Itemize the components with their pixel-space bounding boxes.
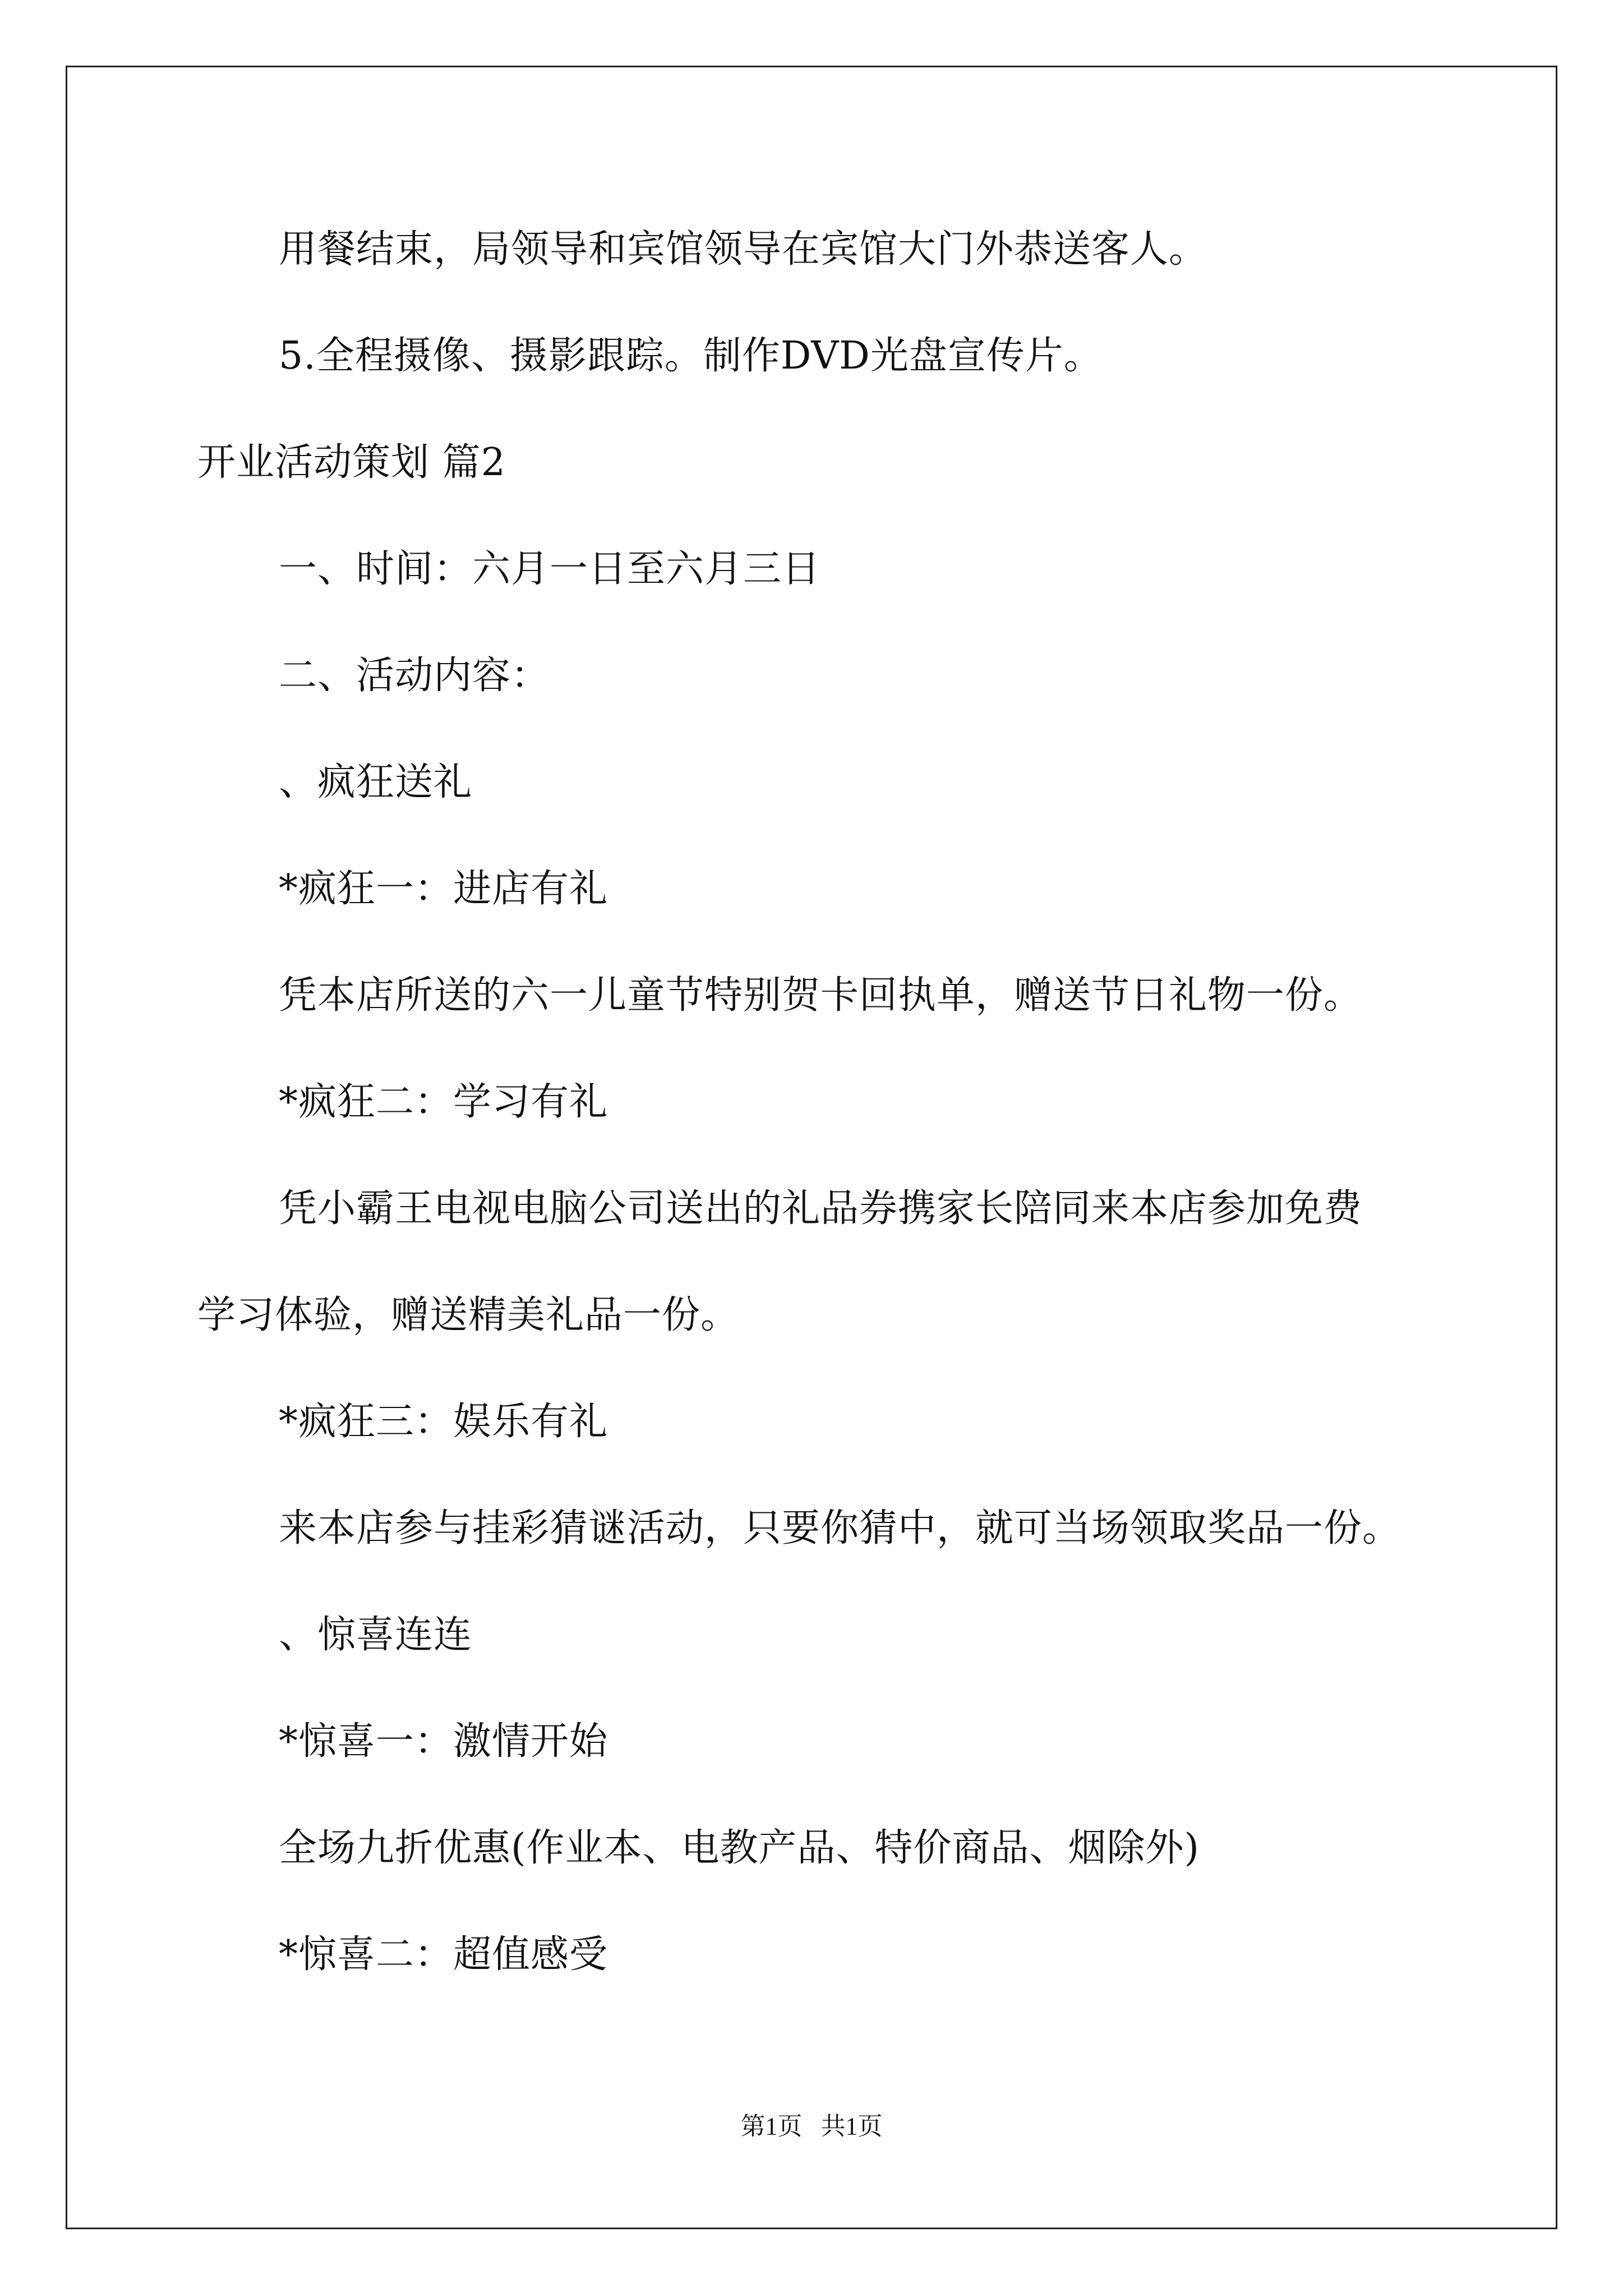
paragraph-line: *惊喜一：激情开始 xyxy=(279,1719,608,1764)
page-footer: 第1页 共1页 xyxy=(740,2113,883,2140)
paragraph-line: 、疯狂送礼 xyxy=(279,760,473,804)
paragraph-line: 一、时间：六月一日至六月三日 xyxy=(279,547,821,591)
paragraph-line: *疯狂一：进店有礼 xyxy=(279,867,608,911)
paragraph-line: 学习体验，赠送精美礼品一份。 xyxy=(197,1293,740,1337)
paragraph-line: 凭小霸王电视电脑公司送出的礼品券携家长陪同来本店参加免费 xyxy=(279,1186,1363,1231)
paragraph-line: 凭本店所送的六一儿童节特别贺卡回执单，赠送节日礼物一份。 xyxy=(279,973,1363,1018)
section-heading: 开业活动策划 篇2 xyxy=(197,440,506,485)
paragraph-line: *惊喜二：超值感受 xyxy=(279,1932,608,1977)
paragraph-line: 二、活动内容： xyxy=(279,654,550,698)
paragraph-line: *疯狂二：学习有礼 xyxy=(279,1080,608,1124)
paragraph-line: 5.全程摄像、摄影跟踪。制作DVD光盘宣传片。 xyxy=(279,334,1103,378)
paragraph-line: 全场九折优惠(作业本、电教产品、特价商品、烟除外) xyxy=(279,1826,1200,1870)
paragraph-line: 、惊喜连连 xyxy=(279,1613,473,1657)
page-border xyxy=(66,66,1557,2229)
paragraph-line: *疯狂三：娱乐有礼 xyxy=(279,1400,608,1444)
paragraph-line: 用餐结束，局领导和宾馆领导在宾馆大门外恭送客人。 xyxy=(279,227,1208,272)
paragraph-line: 来本店参与挂彩猜谜活动，只要你猜中，就可当场领取奖品一份。 xyxy=(279,1506,1401,1550)
